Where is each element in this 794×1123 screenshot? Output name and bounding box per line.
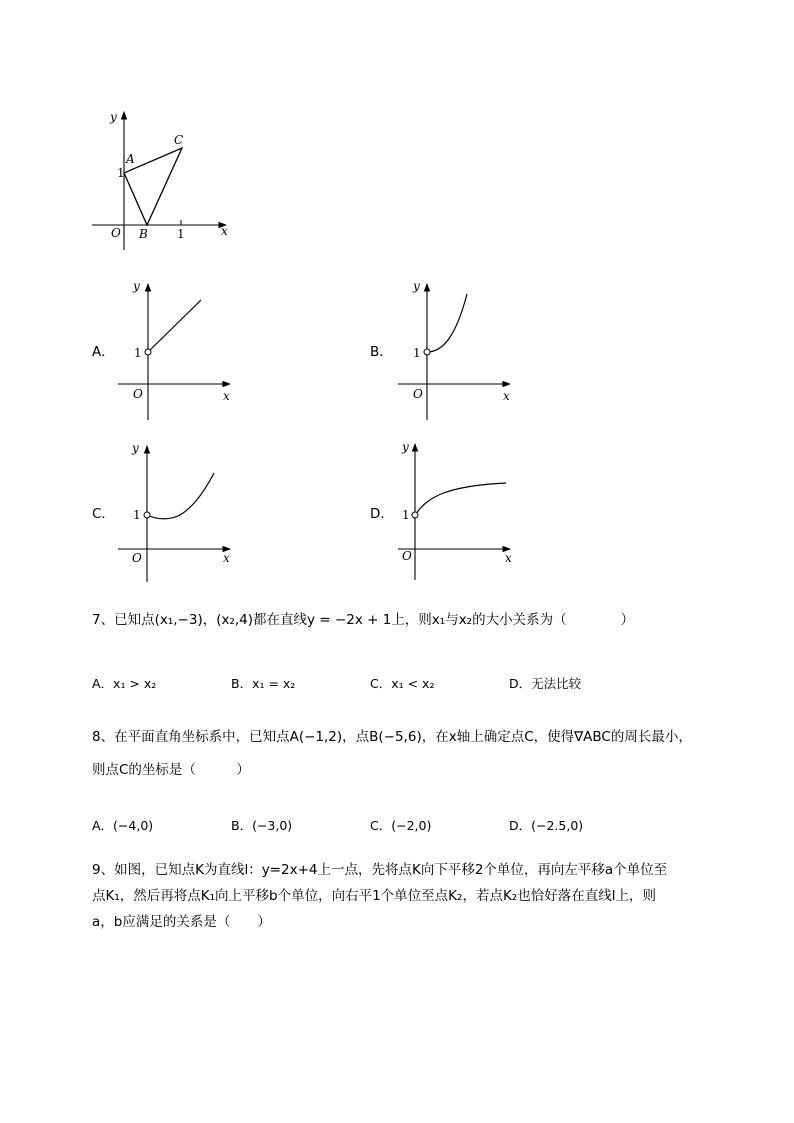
y-axis-label: y <box>133 279 140 293</box>
option-c-label: C． <box>92 506 115 522</box>
origin-label: O <box>133 387 143 401</box>
q7-option-c[interactable]: C．x₁ < x₂ <box>370 676 435 691</box>
q8-option-a[interactable]: A．(−4,0) <box>92 818 154 833</box>
graph-c <box>108 438 238 588</box>
y-tick-label: 1 <box>413 346 421 360</box>
open-point <box>412 512 418 518</box>
y-axis-label: y <box>413 279 420 293</box>
y-tick-label: 1 <box>402 508 410 522</box>
question-9-line-2: 点K₁，然后再将点K₁向上平移b个单位，向右平1个单位至点K₂，若点K₂也恰好落在直线l上，则 <box>92 888 656 904</box>
question-8-line-1: 8、在平面直角坐标系中，已知点A(−1,2)，点B(−5,6)，在x轴上确定点C，使得∇ABC的周长最小， <box>92 729 692 745</box>
graph-b <box>388 276 518 426</box>
q7-option-b[interactable]: B．x₁ = x₂ <box>231 676 296 691</box>
x-axis-label: x <box>223 389 230 403</box>
origin-label: O <box>402 549 412 563</box>
origin-label: O <box>111 226 121 240</box>
y-tick-label: 1 <box>133 508 141 522</box>
option-a-label: A． <box>92 344 115 360</box>
curve <box>415 483 506 515</box>
open-point <box>145 349 151 355</box>
curve <box>427 294 467 352</box>
y-axis-label: y <box>110 110 117 124</box>
origin-label: O <box>413 387 423 401</box>
open-point <box>424 349 430 355</box>
x-axis-label: x <box>221 224 228 238</box>
point-a-label: A <box>126 152 135 166</box>
curve <box>147 473 214 519</box>
x-axis-label: x <box>503 389 510 403</box>
q7-option-d[interactable]: D．无法比较 <box>509 676 582 691</box>
point-b-label: B <box>139 227 148 241</box>
origin-label: O <box>132 551 142 565</box>
q7-option-a[interactable]: A．x₁ > x₂ <box>92 676 157 691</box>
y-tick-label: 1 <box>134 346 142 360</box>
q8-option-d[interactable]: D．(−2.5,0) <box>509 818 584 833</box>
option-b-label: B． <box>370 344 393 360</box>
option-d-label: D． <box>370 506 394 522</box>
q8-option-c[interactable]: C．(−2,0) <box>370 818 432 833</box>
question-9-line-1: 9、如图，已知点K为直线l：y=2x+4上一点，先将点K向下平移2个单位，再向左平移a个单位至 <box>92 862 668 878</box>
y-axis-label: y <box>402 440 409 454</box>
graph-d <box>388 436 518 586</box>
y-axis-label: y <box>132 441 139 455</box>
question-8-line-2: 则点C的坐标是（ ） <box>92 762 250 778</box>
graph-a <box>108 276 238 426</box>
x-axis-label: x <box>505 551 512 565</box>
x-tick-label: 1 <box>177 227 185 241</box>
question-9-line-3: a，b应满足的关系是（ ） <box>92 914 271 930</box>
x-axis-label: x <box>223 551 230 565</box>
y-tick-label: 1 <box>117 166 125 180</box>
open-point <box>144 512 150 518</box>
question-7-stem: 7、已知点(x₁,−3)，(x₂,4)都在直线y = −2x + 1上，则x₁与x₂的大小关系为（ ） <box>92 612 635 628</box>
q8-option-b[interactable]: B．(−3,0) <box>231 818 293 833</box>
triangle-figure <box>88 106 238 256</box>
point-c-label: C <box>174 133 184 147</box>
curve <box>148 300 201 352</box>
